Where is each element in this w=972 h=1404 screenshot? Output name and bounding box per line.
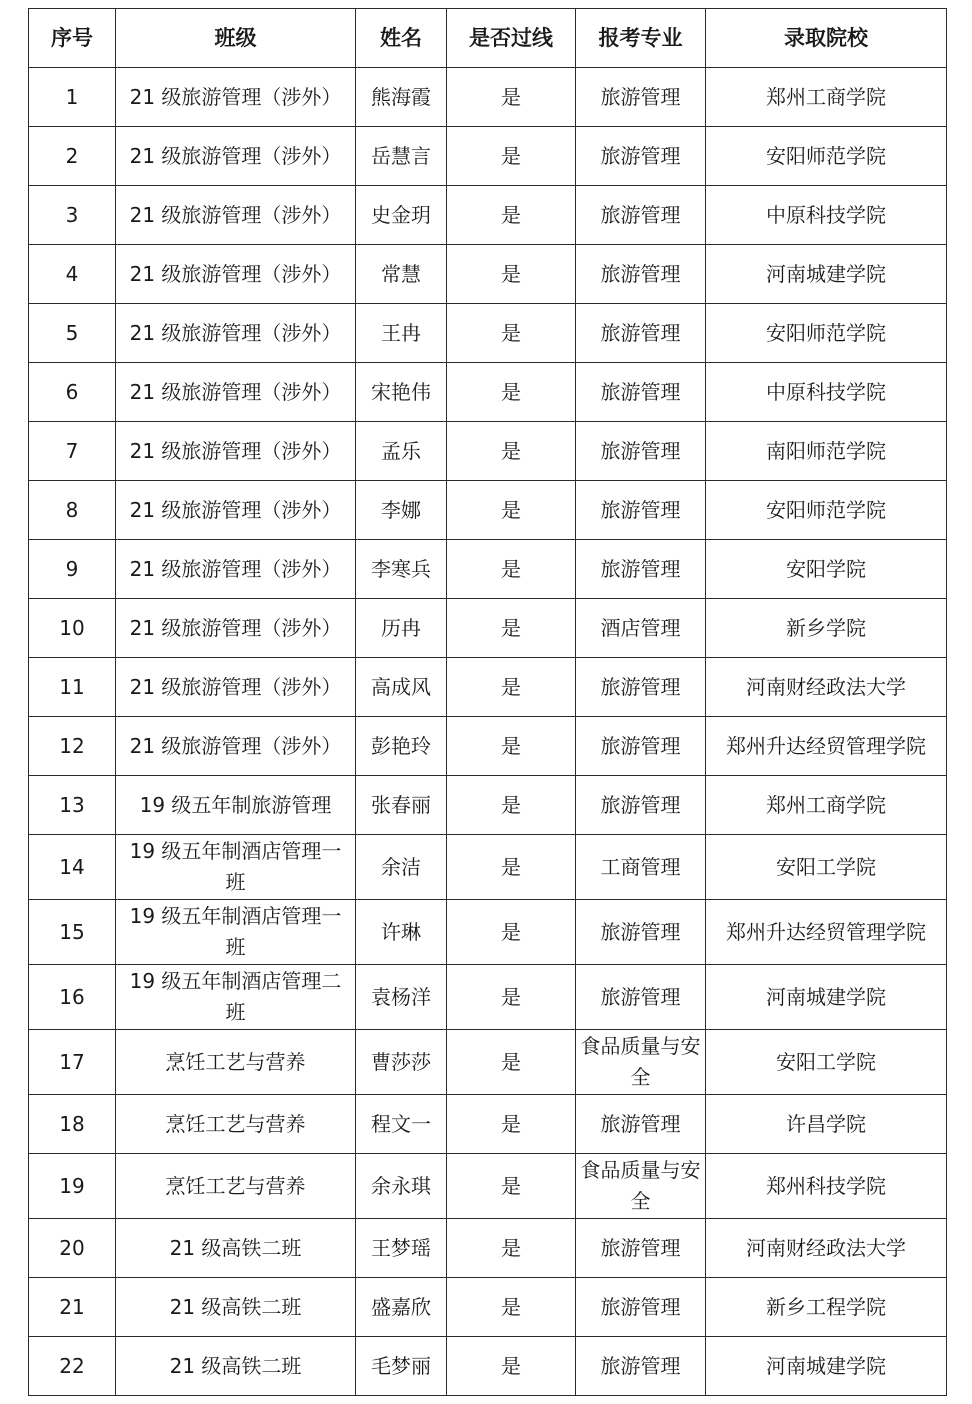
cell-school: 安阳师范学院 [706,481,947,540]
cell-school: 河南财经政法大学 [706,1219,947,1278]
cell-no: 10 [29,599,116,658]
cell-name: 王冉 [356,304,447,363]
cell-name: 李寒兵 [356,540,447,599]
cell-major: 旅游管理 [576,776,706,835]
cell-no: 15 [29,900,116,965]
cell-no: 2 [29,127,116,186]
cell-major: 旅游管理 [576,1337,706,1396]
cell-no: 5 [29,304,116,363]
cell-major: 工商管理 [576,835,706,900]
table-row [29,481,947,540]
cell-major: 旅游管理 [576,900,706,965]
cell-class: 21 级旅游管理（涉外） [116,481,356,540]
cell-school: 中原科技学院 [706,363,947,422]
cell-passed: 是 [447,304,576,363]
cell-class: 烹饪工艺与营养 [116,1030,356,1095]
cell-no: 12 [29,717,116,776]
cell-class: 21 级旅游管理（涉外） [116,540,356,599]
table-row [29,540,947,599]
cell-school: 安阳工学院 [706,1030,947,1095]
cell-class: 21 级旅游管理（涉外） [116,658,356,717]
table-row [29,363,947,422]
cell-passed: 是 [447,540,576,599]
cell-class: 21 级旅游管理（涉外） [116,599,356,658]
cell-class: 21 级旅游管理（涉外） [116,245,356,304]
cell-name: 曹莎莎 [356,1030,447,1095]
cell-major: 旅游管理 [576,245,706,304]
cell-major: 旅游管理 [576,717,706,776]
cell-class: 21 级旅游管理（涉外） [116,127,356,186]
cell-major: 旅游管理 [576,1095,706,1154]
cell-no: 13 [29,776,116,835]
cell-passed: 是 [447,1095,576,1154]
table-row [29,1030,947,1095]
table-row [29,422,947,481]
cell-no: 6 [29,363,116,422]
cell-major: 旅游管理 [576,186,706,245]
cell-class: 烹饪工艺与营养 [116,1154,356,1219]
cell-school: 新乡学院 [706,599,947,658]
cell-name: 历冉 [356,599,447,658]
cell-major: 旅游管理 [576,422,706,481]
table-row [29,1095,947,1154]
table-row [29,245,947,304]
cell-name: 袁杨洋 [356,965,447,1030]
cell-name: 史金玥 [356,186,447,245]
cell-school: 河南财经政法大学 [706,658,947,717]
cell-name: 岳慧言 [356,127,447,186]
cell-school: 许昌学院 [706,1095,947,1154]
cell-school: 安阳师范学院 [706,127,947,186]
table-row [29,900,947,965]
header-passed: 是否过线 [447,9,576,68]
cell-school: 安阳学院 [706,540,947,599]
cell-class: 19 级五年制酒店管理二班 [116,965,356,1030]
cell-passed: 是 [447,965,576,1030]
cell-passed: 是 [447,1278,576,1337]
cell-name: 张春丽 [356,776,447,835]
table-row [29,776,947,835]
cell-no: 1 [29,68,116,127]
table-row [29,1219,947,1278]
cell-passed: 是 [447,1030,576,1095]
cell-no: 11 [29,658,116,717]
cell-no: 3 [29,186,116,245]
cell-major: 旅游管理 [576,363,706,422]
cell-major: 旅游管理 [576,1278,706,1337]
table-row [29,835,947,900]
table-row [29,1154,947,1219]
admission-table [28,8,947,1396]
table-row [29,599,947,658]
cell-school: 新乡工程学院 [706,1278,947,1337]
cell-school: 河南城建学院 [706,965,947,1030]
cell-school: 南阳师范学院 [706,422,947,481]
cell-no: 17 [29,1030,116,1095]
cell-major: 旅游管理 [576,68,706,127]
cell-class: 21 级旅游管理（涉外） [116,422,356,481]
cell-class: 21 级旅游管理（涉外） [116,304,356,363]
cell-major: 旅游管理 [576,540,706,599]
cell-school: 郑州科技学院 [706,1154,947,1219]
cell-major: 酒店管理 [576,599,706,658]
cell-major: 旅游管理 [576,304,706,363]
cell-school: 安阳工学院 [706,835,947,900]
cell-class: 21 级旅游管理（涉外） [116,68,356,127]
header-row [29,9,947,68]
cell-school: 郑州工商学院 [706,776,947,835]
table-row [29,1278,947,1337]
cell-school: 中原科技学院 [706,186,947,245]
table-row [29,658,947,717]
cell-name: 高成风 [356,658,447,717]
cell-school: 郑州工商学院 [706,68,947,127]
cell-class: 21 级高铁二班 [116,1219,356,1278]
cell-passed: 是 [447,68,576,127]
cell-name: 毛梦丽 [356,1337,447,1396]
cell-name: 孟乐 [356,422,447,481]
header-class: 班级 [116,9,356,68]
cell-major: 食品质量与安全 [576,1030,706,1095]
cell-name: 熊海霞 [356,68,447,127]
header-name: 姓名 [356,9,447,68]
cell-passed: 是 [447,1337,576,1396]
cell-name: 程文一 [356,1095,447,1154]
table-row [29,965,947,1030]
cell-major: 旅游管理 [576,965,706,1030]
cell-passed: 是 [447,658,576,717]
cell-name: 余洁 [356,835,447,900]
cell-no: 8 [29,481,116,540]
cell-class: 19 级五年制酒店管理一班 [116,900,356,965]
cell-major: 旅游管理 [576,481,706,540]
cell-name: 李娜 [356,481,447,540]
cell-no: 20 [29,1219,116,1278]
table-row [29,127,947,186]
cell-class: 21 级旅游管理（涉外） [116,363,356,422]
header-no: 序号 [29,9,116,68]
cell-name: 盛嘉欣 [356,1278,447,1337]
cell-passed: 是 [447,422,576,481]
cell-class: 21 级旅游管理（涉外） [116,717,356,776]
cell-school: 河南城建学院 [706,245,947,304]
cell-class: 21 级高铁二班 [116,1278,356,1337]
table-row [29,1337,947,1396]
header-school: 录取院校 [706,9,947,68]
cell-passed: 是 [447,1219,576,1278]
table-row [29,68,947,127]
cell-name: 常慧 [356,245,447,304]
cell-name: 许琳 [356,900,447,965]
cell-major: 旅游管理 [576,658,706,717]
cell-no: 4 [29,245,116,304]
cell-name: 余永琪 [356,1154,447,1219]
cell-class: 19 级五年制酒店管理一班 [116,835,356,900]
cell-name: 彭艳玲 [356,717,447,776]
cell-passed: 是 [447,481,576,540]
cell-no: 14 [29,835,116,900]
cell-no: 16 [29,965,116,1030]
cell-passed: 是 [447,599,576,658]
cell-passed: 是 [447,127,576,186]
cell-passed: 是 [447,776,576,835]
header-major: 报考专业 [576,9,706,68]
cell-name: 宋艳伟 [356,363,447,422]
table-row [29,186,947,245]
cell-major: 食品质量与安全 [576,1154,706,1219]
cell-no: 19 [29,1154,116,1219]
table-row [29,717,947,776]
cell-no: 7 [29,422,116,481]
cell-name: 王梦瑶 [356,1219,447,1278]
cell-no: 22 [29,1337,116,1396]
cell-no: 21 [29,1278,116,1337]
cell-school: 河南城建学院 [706,1337,947,1396]
cell-passed: 是 [447,835,576,900]
cell-class: 烹饪工艺与营养 [116,1095,356,1154]
cell-class: 21 级旅游管理（涉外） [116,186,356,245]
cell-class: 21 级高铁二班 [116,1337,356,1396]
cell-major: 旅游管理 [576,127,706,186]
cell-school: 安阳师范学院 [706,304,947,363]
cell-passed: 是 [447,245,576,304]
cell-passed: 是 [447,717,576,776]
cell-school: 郑州升达经贸管理学院 [706,717,947,776]
cell-school: 郑州升达经贸管理学院 [706,900,947,965]
cell-class: 19 级五年制旅游管理 [116,776,356,835]
cell-major: 旅游管理 [576,1219,706,1278]
cell-passed: 是 [447,1154,576,1219]
cell-passed: 是 [447,900,576,965]
cell-passed: 是 [447,186,576,245]
cell-no: 18 [29,1095,116,1154]
table-row [29,304,947,363]
cell-passed: 是 [447,363,576,422]
cell-no: 9 [29,540,116,599]
